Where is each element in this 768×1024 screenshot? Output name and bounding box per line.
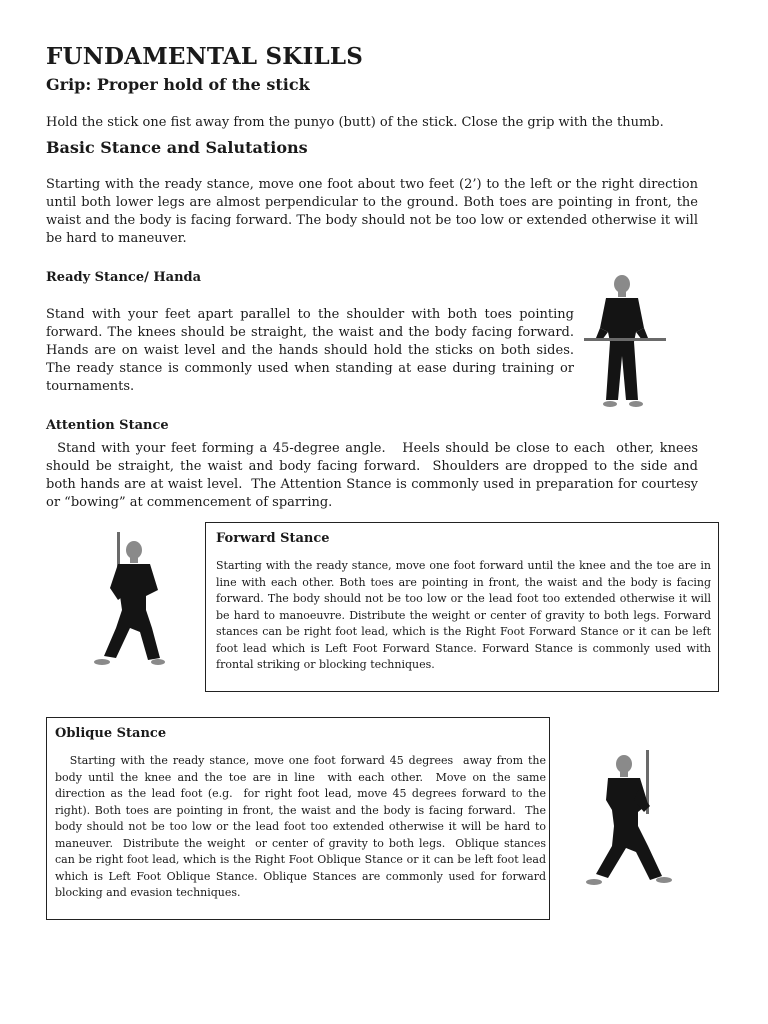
forward-stance-box	[205, 522, 719, 692]
forward-stance-heading: Forward Stance	[216, 531, 330, 546]
basic-stance-text: Starting with the ready stance, move one foot about two feet (2’) to the left or the right direction until both lower legs are almost perpendicular to the ground. Both toes are pointing in front, the waist and the body is facing forward. The body should not be too low or extended otherwise it will be hard to maneuver.	[46, 177, 698, 246]
ready-stance-heading: Ready Stance/ Handa	[46, 270, 202, 285]
oblique-stance-figure	[582, 750, 678, 896]
oblique-stance-box	[46, 717, 581, 920]
attention-stance-text: Stand with your feet forming a 45-degree angle. Heels should be close to each other, knees should be straight, the waist and body facing forward. Shoulders are dropped to the side and both hands are at waist level. The Attention Stance is commonly used in preparation for courtesy or “bowing” at commencement of sparring.	[46, 441, 703, 510]
ready-stance-figure	[578, 272, 670, 412]
attention-stance-heading: Attention Stance	[46, 418, 169, 433]
page-title: FUNDAMENTAL SKILLS	[46, 43, 364, 70]
forward-stance-text: Starting with the ready stance, move one foot forward until the knee and the toe are in line with each other. Both toes are pointing in front, the waist and the body is facing forward. The body should not be too low or the lead foot too extended otherwise it will be hard to manoeuvre. Distribute the weight or center of gravity to both legs. Forward stances can be right foot lead, which is the Right Foot Forward Stance or it can be left foot lead which is Left Foot Forward Stance. Forward Stance is commonly used with frontal striking or blocking techniques.	[216, 559, 711, 671]
ready-stance-text: Stand with your feet apart parallel to the shoulder with both toes pointing forward. The knees should be straight, the waist and the body facing forward. Hands are on waist level and the hands should hold the sticks on both sides. The ready stance is commonly used when standing at ease during training or tournaments.	[46, 307, 574, 394]
oblique-stance-text: Starting with the ready stance, move one foot forward 45 degrees away from the body until the knee and the toe are in line with each other. Move on the same direction as the lead foot (e.g. for right foot lead, move 45 degrees forward to the right). Both toes are pointing in front, the waist and the body is facing forward. The body should not be too low or the lead foot too extended otherwise it will be hard to maneuver. Distribute the weight or center of gravity to both legs. Oblique stances can be right foot lead, which is the Right Foot Oblique Stance or it can be left foot lead which is Left Foot Oblique Stance. Oblique Stances are commonly used for forward blocking and evasion techniques.	[55, 754, 581, 899]
grip-heading: Grip: Proper hold of the stick	[46, 75, 310, 94]
forward-stance-figure	[88, 532, 174, 674]
oblique-stance-heading: Oblique Stance	[55, 726, 167, 741]
basic-stance-heading: Basic Stance and Salutations	[46, 138, 308, 157]
grip-text: Hold the stick one fist away from the punyo (butt) of the stick. Close the grip with the thumb.	[46, 115, 664, 130]
